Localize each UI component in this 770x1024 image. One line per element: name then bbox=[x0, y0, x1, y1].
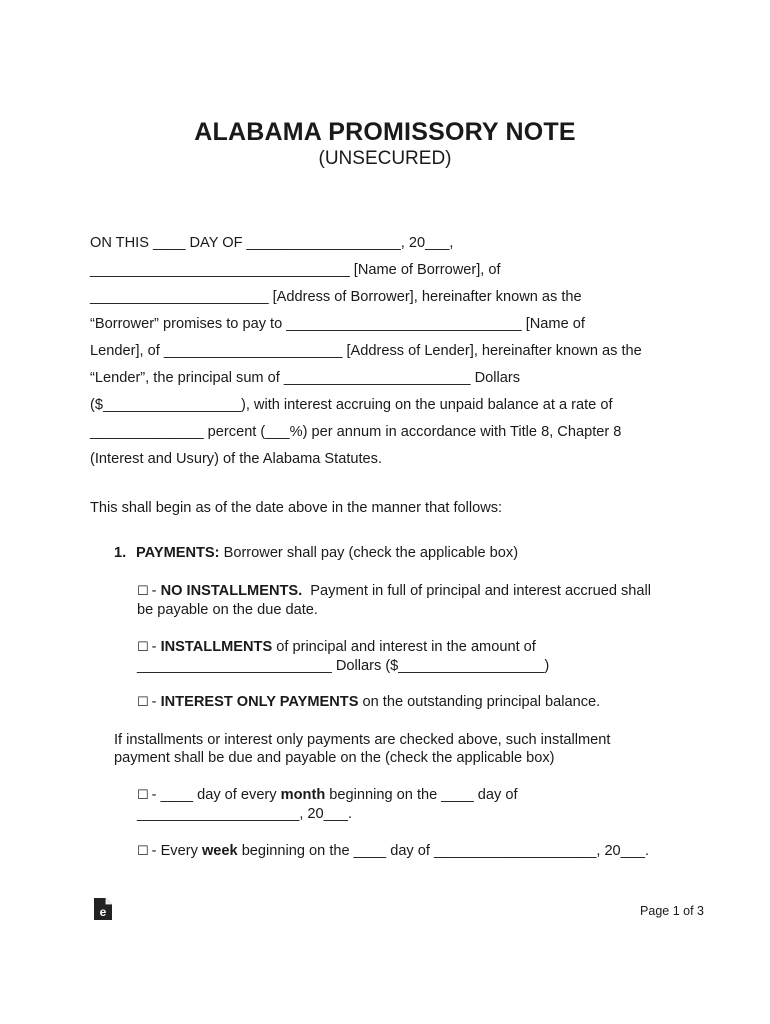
schedule-text-line2: ____________________, 20___. bbox=[137, 806, 353, 822]
section-payments bbox=[114, 545, 518, 561]
begin-statement: This shall begin as of the date above in the manner that follows: bbox=[90, 500, 503, 516]
schedule-weekly bbox=[137, 842, 649, 861]
option-text: Payment in full of principal and interest accrued shall bbox=[302, 583, 651, 599]
option-text-line2: be payable on the due date. bbox=[137, 602, 318, 618]
intro-line: ON THIS ____ DAY OF ___________________, 20___, bbox=[90, 235, 454, 251]
option-bold-label: INSTALLMENTS bbox=[160, 639, 273, 655]
section-text: Borrower shall pay (check the applicable box) bbox=[223, 545, 519, 561]
interest-only-checkbox[interactable]: ☐ bbox=[137, 695, 149, 710]
schedule-bold-label: week bbox=[201, 843, 238, 859]
schedule-text: beginning on the ____ day of bbox=[325, 787, 518, 803]
intro-line: Lender], of ______________________ [Address of Lender], hereinafter known as the bbox=[90, 343, 642, 359]
page-number: Page 1 of 3 bbox=[640, 904, 704, 918]
monthly-checkbox[interactable]: ☐ bbox=[137, 788, 149, 803]
schedule-bold-label: month bbox=[280, 787, 326, 803]
eforms-logo-icon bbox=[94, 898, 112, 920]
option-bold-label: INTEREST ONLY PAYMENTS bbox=[160, 694, 359, 710]
intro-paragraph bbox=[90, 230, 690, 473]
option-text: on the outstanding principal balance. bbox=[358, 694, 601, 710]
intro-line: ($_________________), with interest accruing on the unpaid balance at a rate of bbox=[90, 397, 613, 413]
schedule-monthly bbox=[137, 786, 518, 824]
option-no-installments bbox=[137, 582, 651, 620]
option-installments bbox=[137, 638, 549, 676]
no-installments-checkbox[interactable]: ☐ bbox=[137, 584, 149, 599]
intro-line: ________________________________ [Name of Borrower], of bbox=[90, 262, 501, 278]
intro-line: ______________ percent (___%) per annum in accordance with Title 8, Chapter 8 bbox=[90, 424, 622, 440]
schedule-prefix: - ____ day of every bbox=[151, 787, 281, 803]
intro-line: (Interest and Usury) of the Alabama Statutes. bbox=[90, 451, 383, 467]
option-prefix: - bbox=[151, 694, 161, 710]
installments-checkbox[interactable]: ☐ bbox=[137, 640, 149, 655]
weekly-checkbox[interactable]: ☐ bbox=[137, 844, 149, 859]
svg-text:e: e bbox=[99, 905, 107, 919]
section-number: 1. bbox=[114, 545, 127, 561]
document-subtitle: (UNSECURED) bbox=[318, 148, 452, 169]
section-heading: PAYMENTS: bbox=[136, 545, 220, 561]
option-text: of principal and interest in the amount of bbox=[272, 639, 536, 655]
schedule-prefix: - Every bbox=[151, 843, 202, 859]
schedule-text: beginning on the ____ day of ____________________, 20___. bbox=[237, 843, 650, 859]
intro-line: ______________________ [Address of Borrower], hereinafter known as the bbox=[90, 289, 582, 305]
intro-line: “Borrower” promises to pay to _____________________________ [Name of bbox=[90, 316, 585, 332]
option-prefix: - bbox=[151, 639, 161, 655]
option-interest-only bbox=[137, 693, 600, 712]
option-bold-label: NO INSTALLMENTS. bbox=[160, 583, 303, 599]
intro-line: “Lender”, the principal sum of _______________________ Dollars bbox=[90, 370, 521, 386]
installment-note bbox=[114, 731, 610, 767]
option-text-line2: ________________________ Dollars ($__________________) bbox=[137, 658, 550, 674]
document-title: ALABAMA PROMISSORY NOTE bbox=[194, 118, 576, 146]
option-prefix: - bbox=[151, 583, 161, 599]
installment-note-line: payment shall be due and payable on the (check the applicable box) bbox=[114, 750, 555, 766]
installment-note-line: If installments or interest only payments are checked above, such installment bbox=[114, 732, 611, 748]
